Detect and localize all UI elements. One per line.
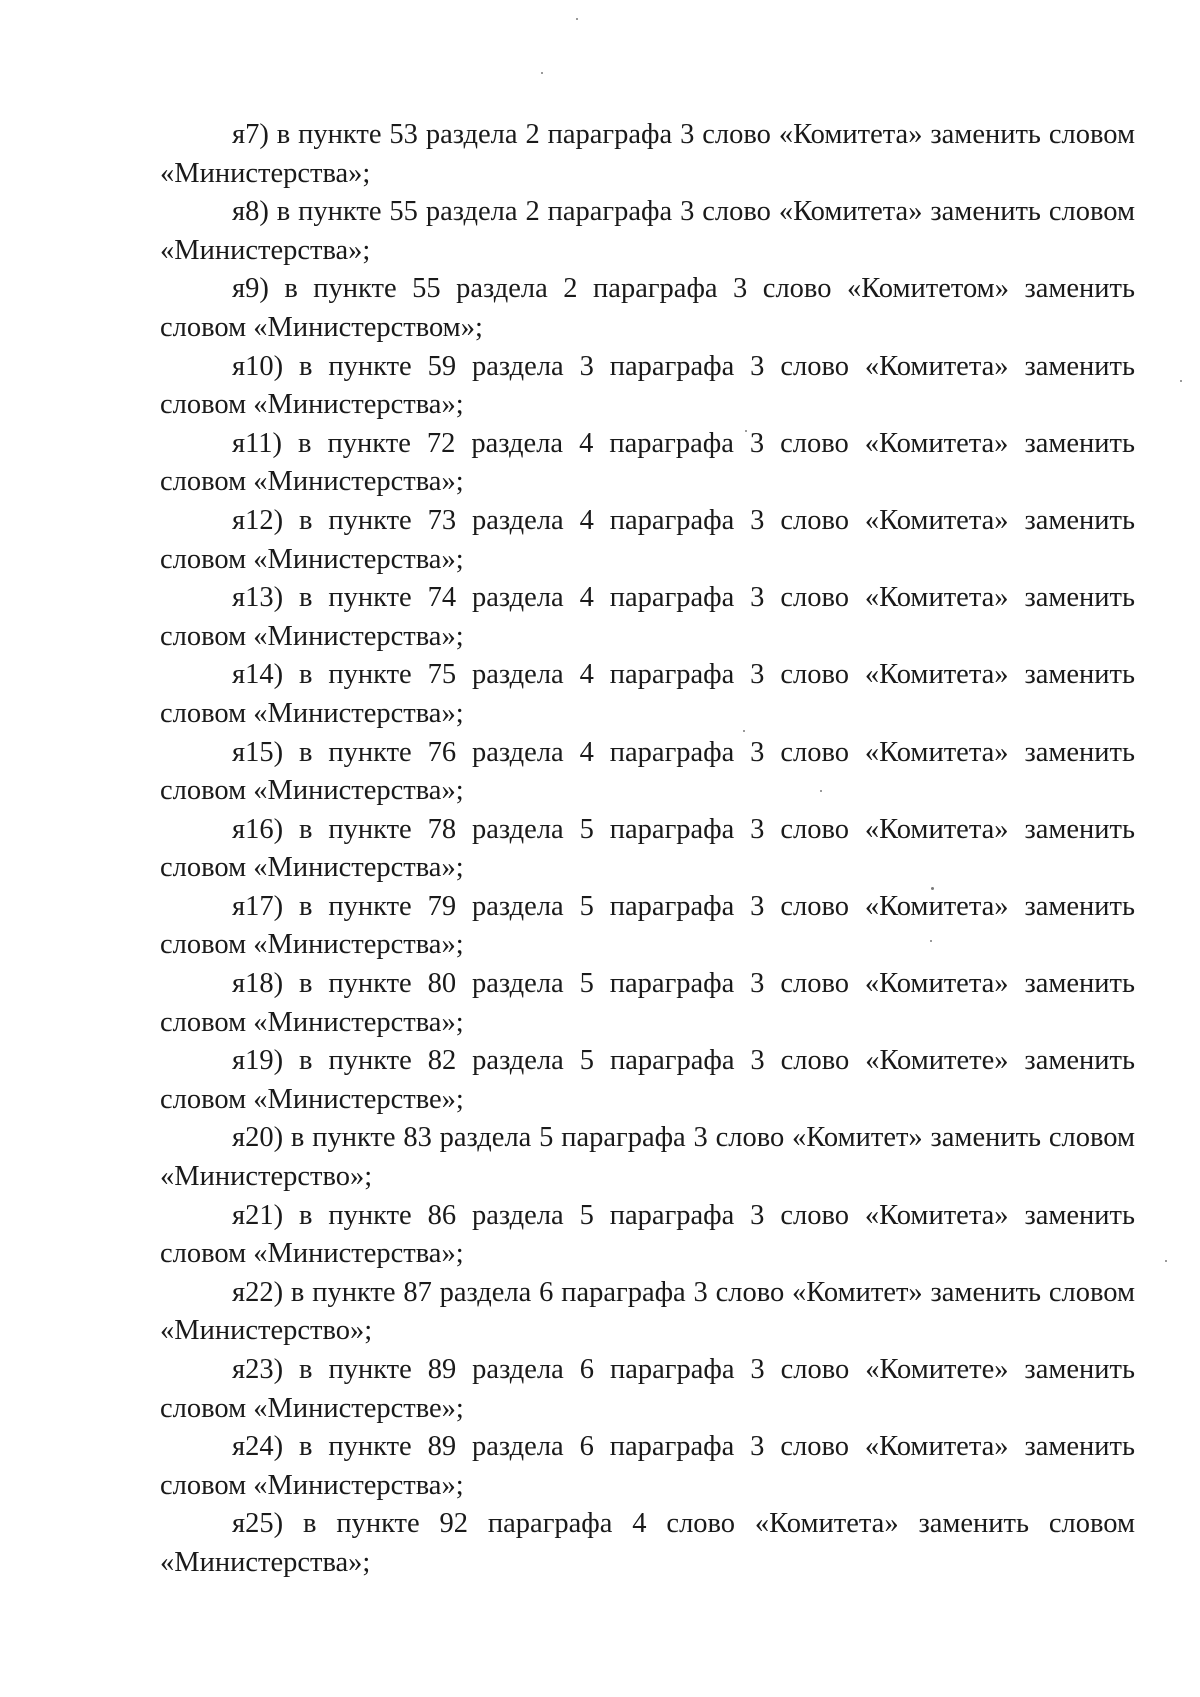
list-item: я19) в пункте 82 раздела 5 параграфа 3 слово «Комитете» заменить словом «Министерстве»; — [160, 1045, 1135, 1115]
list-item: я18) в пункте 80 раздела 5 параграфа 3 слово «Комитета» заменить словом «Министерства»; — [160, 968, 1135, 1038]
list-item: я15) в пункте 76 раздела 4 параграфа 3 слово «Комитета» заменить словом «Министерства»; — [160, 736, 1135, 807]
list-item: я22) в пункте 87 раздела 6 параграфа 3 слово «Комитет» заменить словом «Министерство»; — [160, 1276, 1135, 1347]
list-item: я9) в пункте 55 раздела 2 параграфа 3 слово «Комитетом» заменить словом «Министерством»; — [160, 273, 1135, 343]
list-item: я23) в пункте 89 раздела 6 параграфа 3 слово «Комитете» заменить словом «Министерстве»; — [160, 1354, 1135, 1424]
list-item: я7) в пункте 53 раздела 2 параграфа 3 слово «Комитета» заменить словом «Министерства»; — [160, 119, 1135, 189]
amendment-list — [160, 116, 1135, 1583]
list-item: я16) в пункте 78 раздела 5 параграфа 3 слово «Комитета» заменить словом «Министерства»; — [160, 813, 1135, 884]
scan-speck — [541, 72, 543, 74]
list-item: я24) в пункте 89 раздела 6 параграфа 3 слово «Комитета» заменить словом «Министерства»; — [160, 1431, 1135, 1501]
list-item: я13) в пункте 74 раздела 4 параграфа 3 слово «Комитета» заменить словом «Министерства»; — [160, 582, 1135, 652]
list-item: я10) в пункте 59 раздела 3 параграфа 3 слово «Комитета» заменить словом «Министерства»; — [160, 350, 1135, 421]
list-item: я12) в пункте 73 раздела 4 параграфа 3 слово «Комитета» заменить словом «Министерства»; — [160, 504, 1135, 575]
scan-speck — [1180, 380, 1182, 382]
scan-speck — [1165, 1260, 1167, 1262]
scan-speck — [576, 18, 578, 20]
list-item: я21) в пункте 86 раздела 5 параграфа 3 слово «Комитета» заменить словом «Министерства»; — [160, 1199, 1135, 1270]
list-item: я14) в пункте 75 раздела 4 параграфа 3 слово «Комитета» заменить словом «Министерства»; — [160, 659, 1135, 729]
list-item: я8) в пункте 55 раздела 2 параграфа 3 слово «Комитета» заменить словом «Министерства»; — [160, 196, 1135, 266]
list-item: я25) в пункте 92 параграфа 4 слово «Комитета» заменить словом «Министерства»; — [160, 1508, 1135, 1578]
list-item: я11) в пункте 72 раздела 4 параграфа 3 слово «Комитета» заменить словом «Министерства»; — [160, 427, 1135, 498]
list-item: я17) в пункте 79 раздела 5 параграфа 3 слово «Комитета» заменить словом «Министерства»; — [160, 890, 1135, 961]
list-item: я20) в пункте 83 раздела 5 параграфа 3 слово «Комитет» заменить словом «Министерство»; — [160, 1122, 1135, 1193]
